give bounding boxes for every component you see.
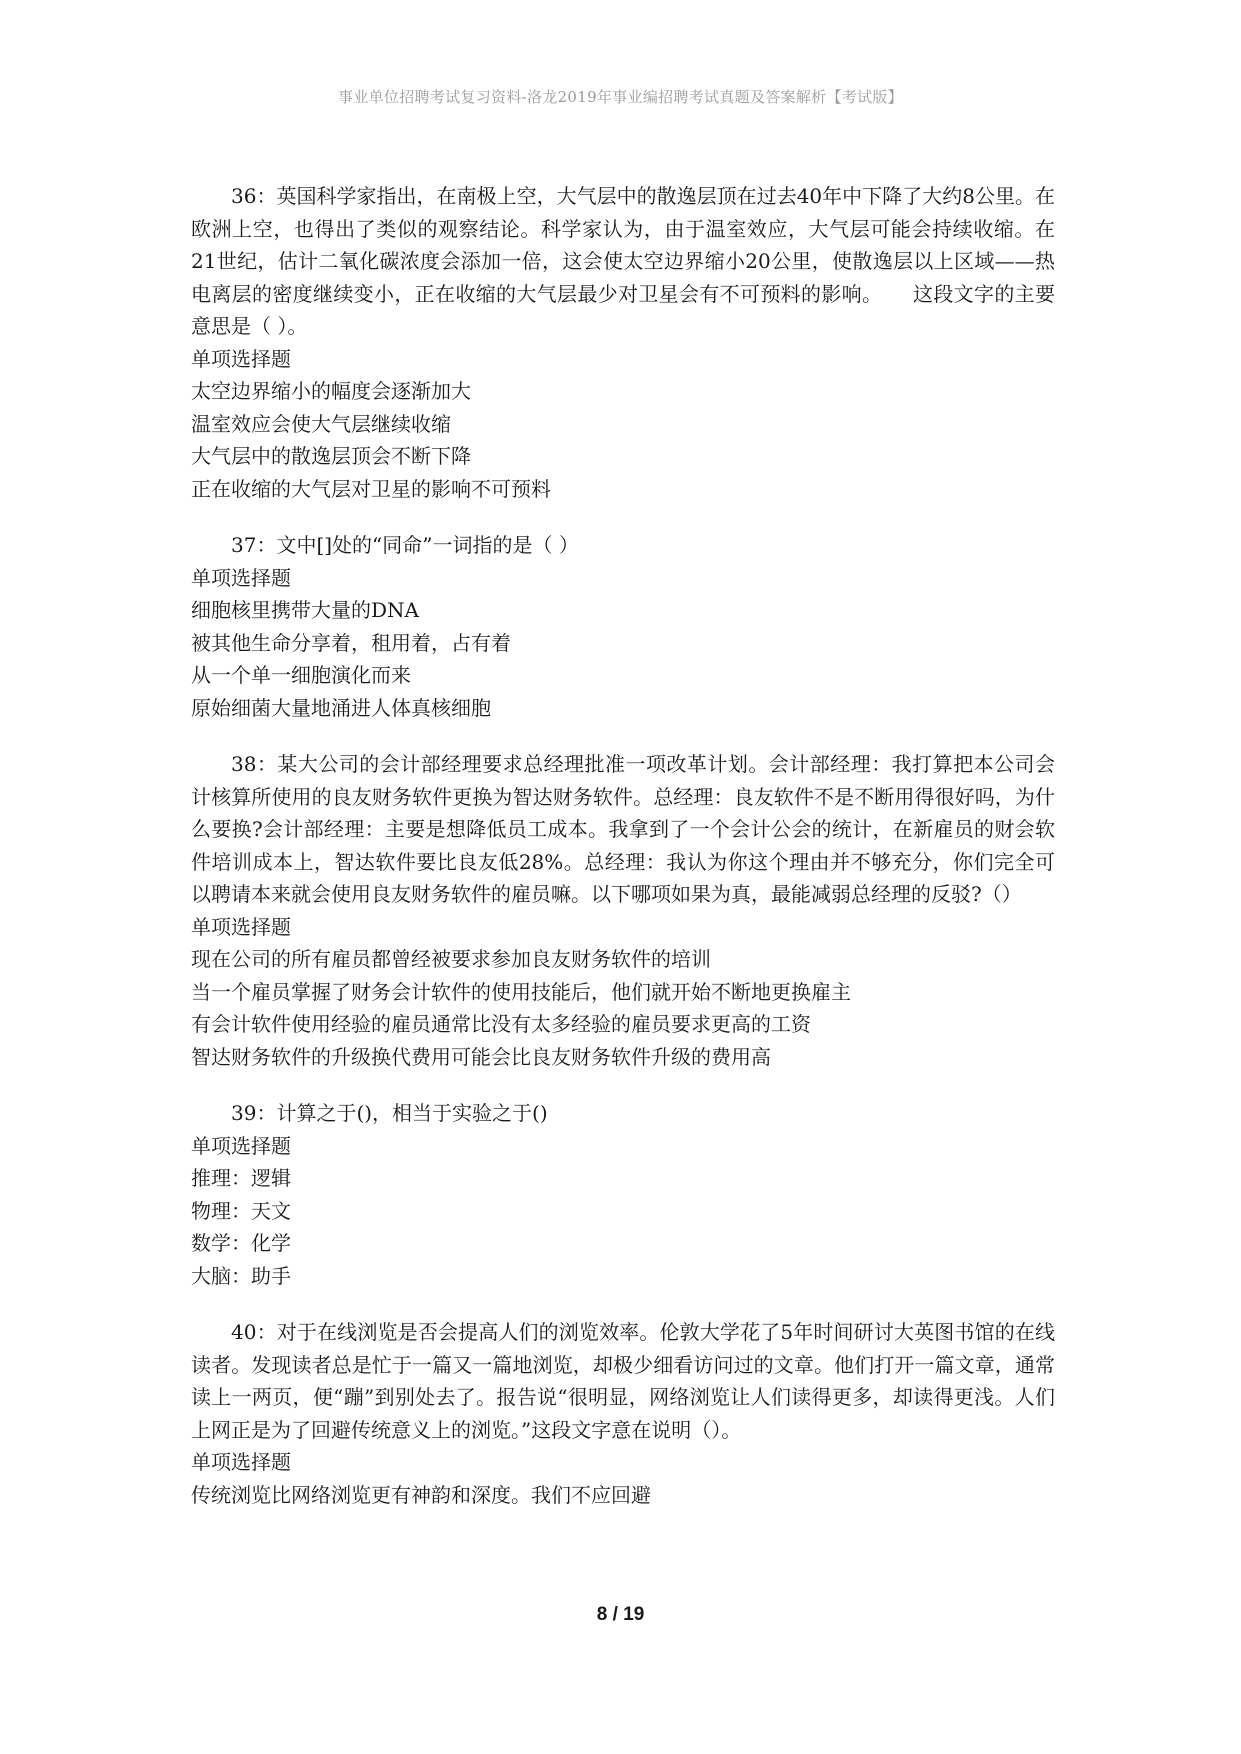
question-39 <box>191 1097 1055 1292</box>
option: 原始细菌大量地涌进人体真核细胞 <box>191 695 491 720</box>
page-number: 8 / 19 <box>596 1604 645 1625</box>
option: 从一个单一细胞演化而来 <box>191 663 411 687</box>
question-36 <box>191 180 1055 505</box>
question-type: 单项选择题 <box>191 565 291 590</box>
option: 当一个雇员掌握了财务会计软件的使用技能后，他们就开始不断地更换雇主 <box>191 979 851 1004</box>
option: 太空边界缩小的幅度会逐渐加大 <box>191 379 471 403</box>
option: 物理：天文 <box>191 1198 291 1223</box>
option: 大气层中的散逸层顶会不断下降 <box>191 444 471 468</box>
question-type: 单项选择题 <box>191 914 291 939</box>
question-40 <box>191 1316 1055 1511</box>
question-list <box>191 180 1055 1535</box>
question-type: 单项选择题 <box>191 1450 291 1474</box>
question-type: 单项选择题 <box>191 346 291 371</box>
question-stem: 38：某大公司的会计部经理要求总经理批准一项改革计划。会计部经理：我打算把本公司会计核算所使用的良友财务软件更换为智达财务软件。总经理：良友软件不是不断用得很好吗，为什么要换?会计部经理：主要是想降低员工成本。我拿到了一个会计公会的统计，在新雇员的财会软件培训成本上，智达软件要比良友低28%。总经理：我认为你这个理由并不够充分，你们完全可以聘请本来就会使用良友财务软件的雇员嘛。以下哪项如果为真，最能减弱总经理的反驳?（） <box>191 752 1055 906</box>
question-type: 单项选择题 <box>191 1133 291 1158</box>
option: 正在收缩的大气层对卫星的影响不可预料 <box>191 476 551 501</box>
option: 智达财务软件的升级换代费用可能会比良友财务软件升级的费用高 <box>191 1044 771 1069</box>
option: 现在公司的所有雇员都曾经被要求参加良友财务软件的培训 <box>191 947 711 971</box>
page-header: 事业单位招聘考试复习资料-洛龙2019年事业编招聘考试真题及答案解析【考试版】 <box>338 88 903 106</box>
option: 推理：逻辑 <box>191 1166 291 1190</box>
option: 细胞核里携带大量的DNA <box>191 598 419 622</box>
option: 大脑：助手 <box>191 1263 291 1288</box>
question-stem: 39：计算之于()，相当于实验之于() <box>231 1101 548 1125</box>
question-stem: 36：英国科学家指出，在南极上空，大气层中的散逸层顶在过去40年中下降了大约8公里。在欧洲上空，也得出了类似的观察结论。科学家认为，由于温室效应，大气层可能会持续收缩。在21世纪，估计二氧化碳浓度会添加一倍，这会使太空边界缩小20公里，使散逸层以上区域——热电离层的密度继续变小，正在收缩的大气层最少对卫星会有不可预料的影响。 这段文字的主要意思是（ ）。 <box>191 184 1055 338</box>
option: 被其他生命分享着，租用着，占有着 <box>191 630 511 655</box>
option: 温室效应会使大气层继续收缩 <box>191 411 451 436</box>
option: 有会计软件使用经验的雇员通常比没有太多经验的雇员要求更高的工资 <box>191 1012 811 1036</box>
question-stem: 37：文中[]处的“同命”一词指的是（ ） <box>231 533 579 557</box>
question-stem: 40：对于在线浏览是否会提高人们的浏览效率。伦敦大学花了5年时间研讨大英图书馆的在线读者。发现读者总是忙于一篇又一篇地浏览，却极少细看访问过的文章。他们打开一篇文章，通常读上一两页，便“蹦”到别处去了。报告说“很明显，网络浏览让人们读得更多，却读得更浅。人们上网正是为了回避传统意义上的浏览。”这段文字意在说明（）。 <box>191 1320 1055 1442</box>
option: 数学：化学 <box>191 1231 291 1255</box>
option: 传统浏览比网络浏览更有神韵和深度。我们不应回避 <box>191 1482 651 1507</box>
question-38 <box>191 748 1055 1073</box>
question-37 <box>191 529 1055 724</box>
